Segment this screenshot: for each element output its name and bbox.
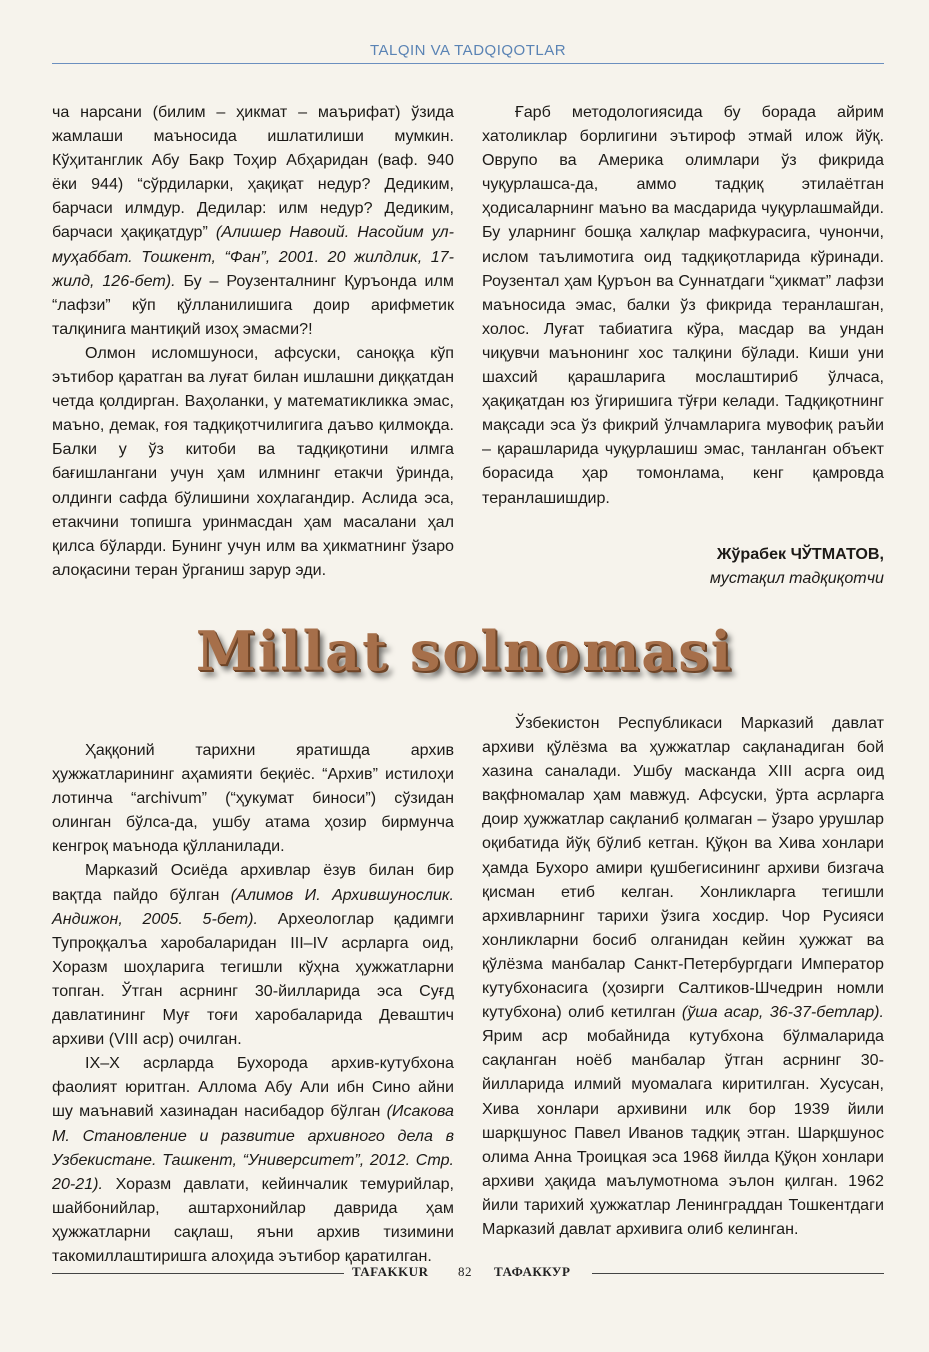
article1-left-paragraph-1 — [52, 100, 454, 341]
article2-left-p2-citation: (Алимов И. Архившунослик. Андижон, 2005. 5-бет). — [52, 885, 454, 928]
article1-left-column — [52, 100, 454, 582]
article2-left-paragraph-3 — [52, 1051, 454, 1268]
article2-left-p2-text-b: Археологлар қадимги Тупроққалъа харобаларидан III–IV асрларга оид, Хоразм шоҳларига тегишли кўҳна ҳужжатларни топган. Ўтган асрнинг 30-йилларида эса Суғд давлатининг Муғ тоғи харобаларида Деваштич архиви (VIII аср) очилган. — [52, 909, 454, 1049]
article2-right-p1-citation: (ўша асар, 36-37-бетлар). — [681, 1003, 884, 1022]
running-header: TALQIN VA TADQIQOTLAR — [369, 42, 567, 59]
article2-left-column — [52, 738, 454, 1268]
header-divider — [52, 63, 884, 64]
article2-right-paragraph-1 — [482, 711, 884, 1241]
author-role: мустақил тадқиқотчи — [709, 569, 884, 587]
article1-left-p1-text-b: Бу – Роузенталнинг Қуръонда илм “лафзи” кўп қўлланилишига доир арифметик талқинига мантиқий изоҳ эмасми?! — [52, 271, 454, 338]
author-name: Жўрабек ЧЎТМАТОВ, — [716, 545, 884, 563]
footer-divider-left — [52, 1273, 344, 1274]
article2-left-paragraph-2 — [52, 858, 454, 1051]
article2-left-p3-citation: (Исакова М. Становление и развитие архивного дела в Узбекистане. Ташкент, “Университет”, 2012. Стр. 20-21). — [52, 1102, 454, 1193]
article2-left-p3-text-b: Хоразм давлати, кейинчалик темурийлар, шайбонийлар, аштархонийлар даврида ҳам ҳужжатларни сақлаш, яъни архив тизимини такомиллаштиришга алоҳида эътибор қаратилган. — [52, 1174, 454, 1265]
article1-right-paragraph-1: Ғарб методологиясида бу борада айрим хатоликлар борлигини эътироф этмай илож йўқ. Оврупо ва Америка олимлари ўз фикрида чуқурлашса-да, аммо тадқиқ этилаётган ҳодисаларнинг маъно ва масдарида чуқурлашмайди. Бу уларнинг бошқа халқлар мафкурасига, чунончи, ислом таълимотига оид тадқиқотларида кўринади. Роузентал ҳам Қуръон ва Суннатдаги “ҳикмат” лафзи маъносида эмас, балки ўз фикрида теранлашган, холос. Луғат табиатига кўра, масдар ва ундан чиқувчи маънонинг хос талқини бўлади. Киши уни шахсий қарашларига мослаштириб ўлчаса, ҳақиқатдан юз ўгиришига тўғри келади. Тадқиқотнинг мақсади эса ўз фикрий ўлчамларига мувофиқ раъйи – қарашларида чуқурлашиш эмас, танланган объект борасида ҳар томонлама, кенг қамровда теранлашишдир. — [482, 103, 884, 507]
article2-left-paragraph-1: Ҳаққоний тарихни яратишда архив ҳужжатларининг аҳамияти беқиёс. “Архив” истилоҳи лотинча “archivum” (“ҳукумат биноси”) сўзидан олинган бўлса-да, ушбу атама ҳозир бирмунча кенгроқ маънода қўлланилади. — [52, 741, 454, 856]
footer-divider-right — [592, 1273, 884, 1274]
article2-left-p3-text-a: IX–X асрларда Бухорода архив-кутубхона фаолият юритган. Аллома Абу Али ибн Сино айни шу маънавий хазинадан насибадор бўлган — [52, 1054, 454, 1121]
article1-right-column — [482, 100, 884, 510]
page-number: 82 — [458, 1264, 472, 1279]
section-banner-title: Millat solnomasi — [195, 619, 734, 683]
article2-right-column — [482, 711, 884, 1241]
article2-right-p1-text-b: Ярим аср мобайнида кутубхона бўлмаларида сақланган ноёб манбалар ўтган асрнинг 30-йилларида илмий муомалага киритилган. Хусусан, Хива хонлари архивини илк бор 1939 йили шарқшунос Павел Иванов тадқиқ этган. Шарқшунос олима Анна Троицкая эса 1968 йилда Қўқон хонлари архиви ҳақида маълумотнома эълон қилган. 1962 йили тарихий ҳужжатлар Ленинграддан Тошкентдаги Марказий давлат архивига олиб келинган. — [482, 1027, 884, 1238]
article2-right-p1-text-a: Ўзбекистон Республикаси Марказий давлат архиви қўлёзма ва ҳужжатлар сақланадиган бой хазина саналади. Ушбу масканда XIII асрга оид вақфномалар ҳам мавжуд. Афсуски, ўрта асрларга доир ҳужжатлар сақланиб қолмаган – ўзаро урушлар оқибатида йўқ бўлиб кетган. Қўқон ва Хива хонлари ҳамда Бухоро амири қушбегисининг архиви бизгача қисман етиб келган. Хонликларга тегишли архивларнинг тарихи ўзига хосдир. Чор Русияси хонликларни босиб олганидан кейин ҳужжат ва қўлёзма манбалар Санкт-Петербургдаги Император кутубхонасига (ҳозирги Салтиков-Шчедрин номли кутубхона) олиб кетилган — [482, 714, 884, 1022]
article2-left-p2-text-a: Марказий Осиёда архивлар ёзув билан бир вақтда пайдо бўлган — [52, 861, 454, 904]
article1-left-paragraph-2: Олмон исломшуноси, афсуски, саноққа кўп эътибор қаратган ва луғат билан ишлашни диққатдан четда қолдирган. Ваҳоланки, у математикликка эмас, маъно, демак, ғоя тадқиқотчилигига даъво қилмоқда. Балки у ўз китоби ва тадқиқотини илмга бағишлангани учун ҳам илмнинг етакчи ўринда, олдинги сафда бўлишини хоҳлагандир. Аслида эса, етакчини топишга уринмасдан ҳам масалани ҳал қилса бўларди. Бунинг учун илм ва ҳикматнинг ўзаро алоқасини теран ўрганиш зарур эди. — [52, 343, 454, 579]
footer-magazine-latin: TAFAKKUR — [352, 1264, 429, 1279]
article1-left-p1-text-a: ча нарсани (билим – ҳикмат – маърифат) ўзида жамлаши маъносида ишлатилиши мумкин. Кўҳитанглик Абу Бакр Тоҳир Абҳаридан (ваф. 940 ёки 944) “сўрдиларки, ҳақиқат недур? Дедиким, барчаси илмдур. Дедилар: илм недур? Дедиким, барчаси ҳақиқатдур” — [52, 103, 454, 242]
footer-magazine-cyrillic: ТАФАККУР — [494, 1264, 571, 1279]
article1-left-p1-citation: (Алишер Навоий. Насойим ул-муҳаббат. Тошкент, “Фан”, 2001. 20 жилдлик, 17-жилд, 126-бет). — [52, 223, 454, 290]
